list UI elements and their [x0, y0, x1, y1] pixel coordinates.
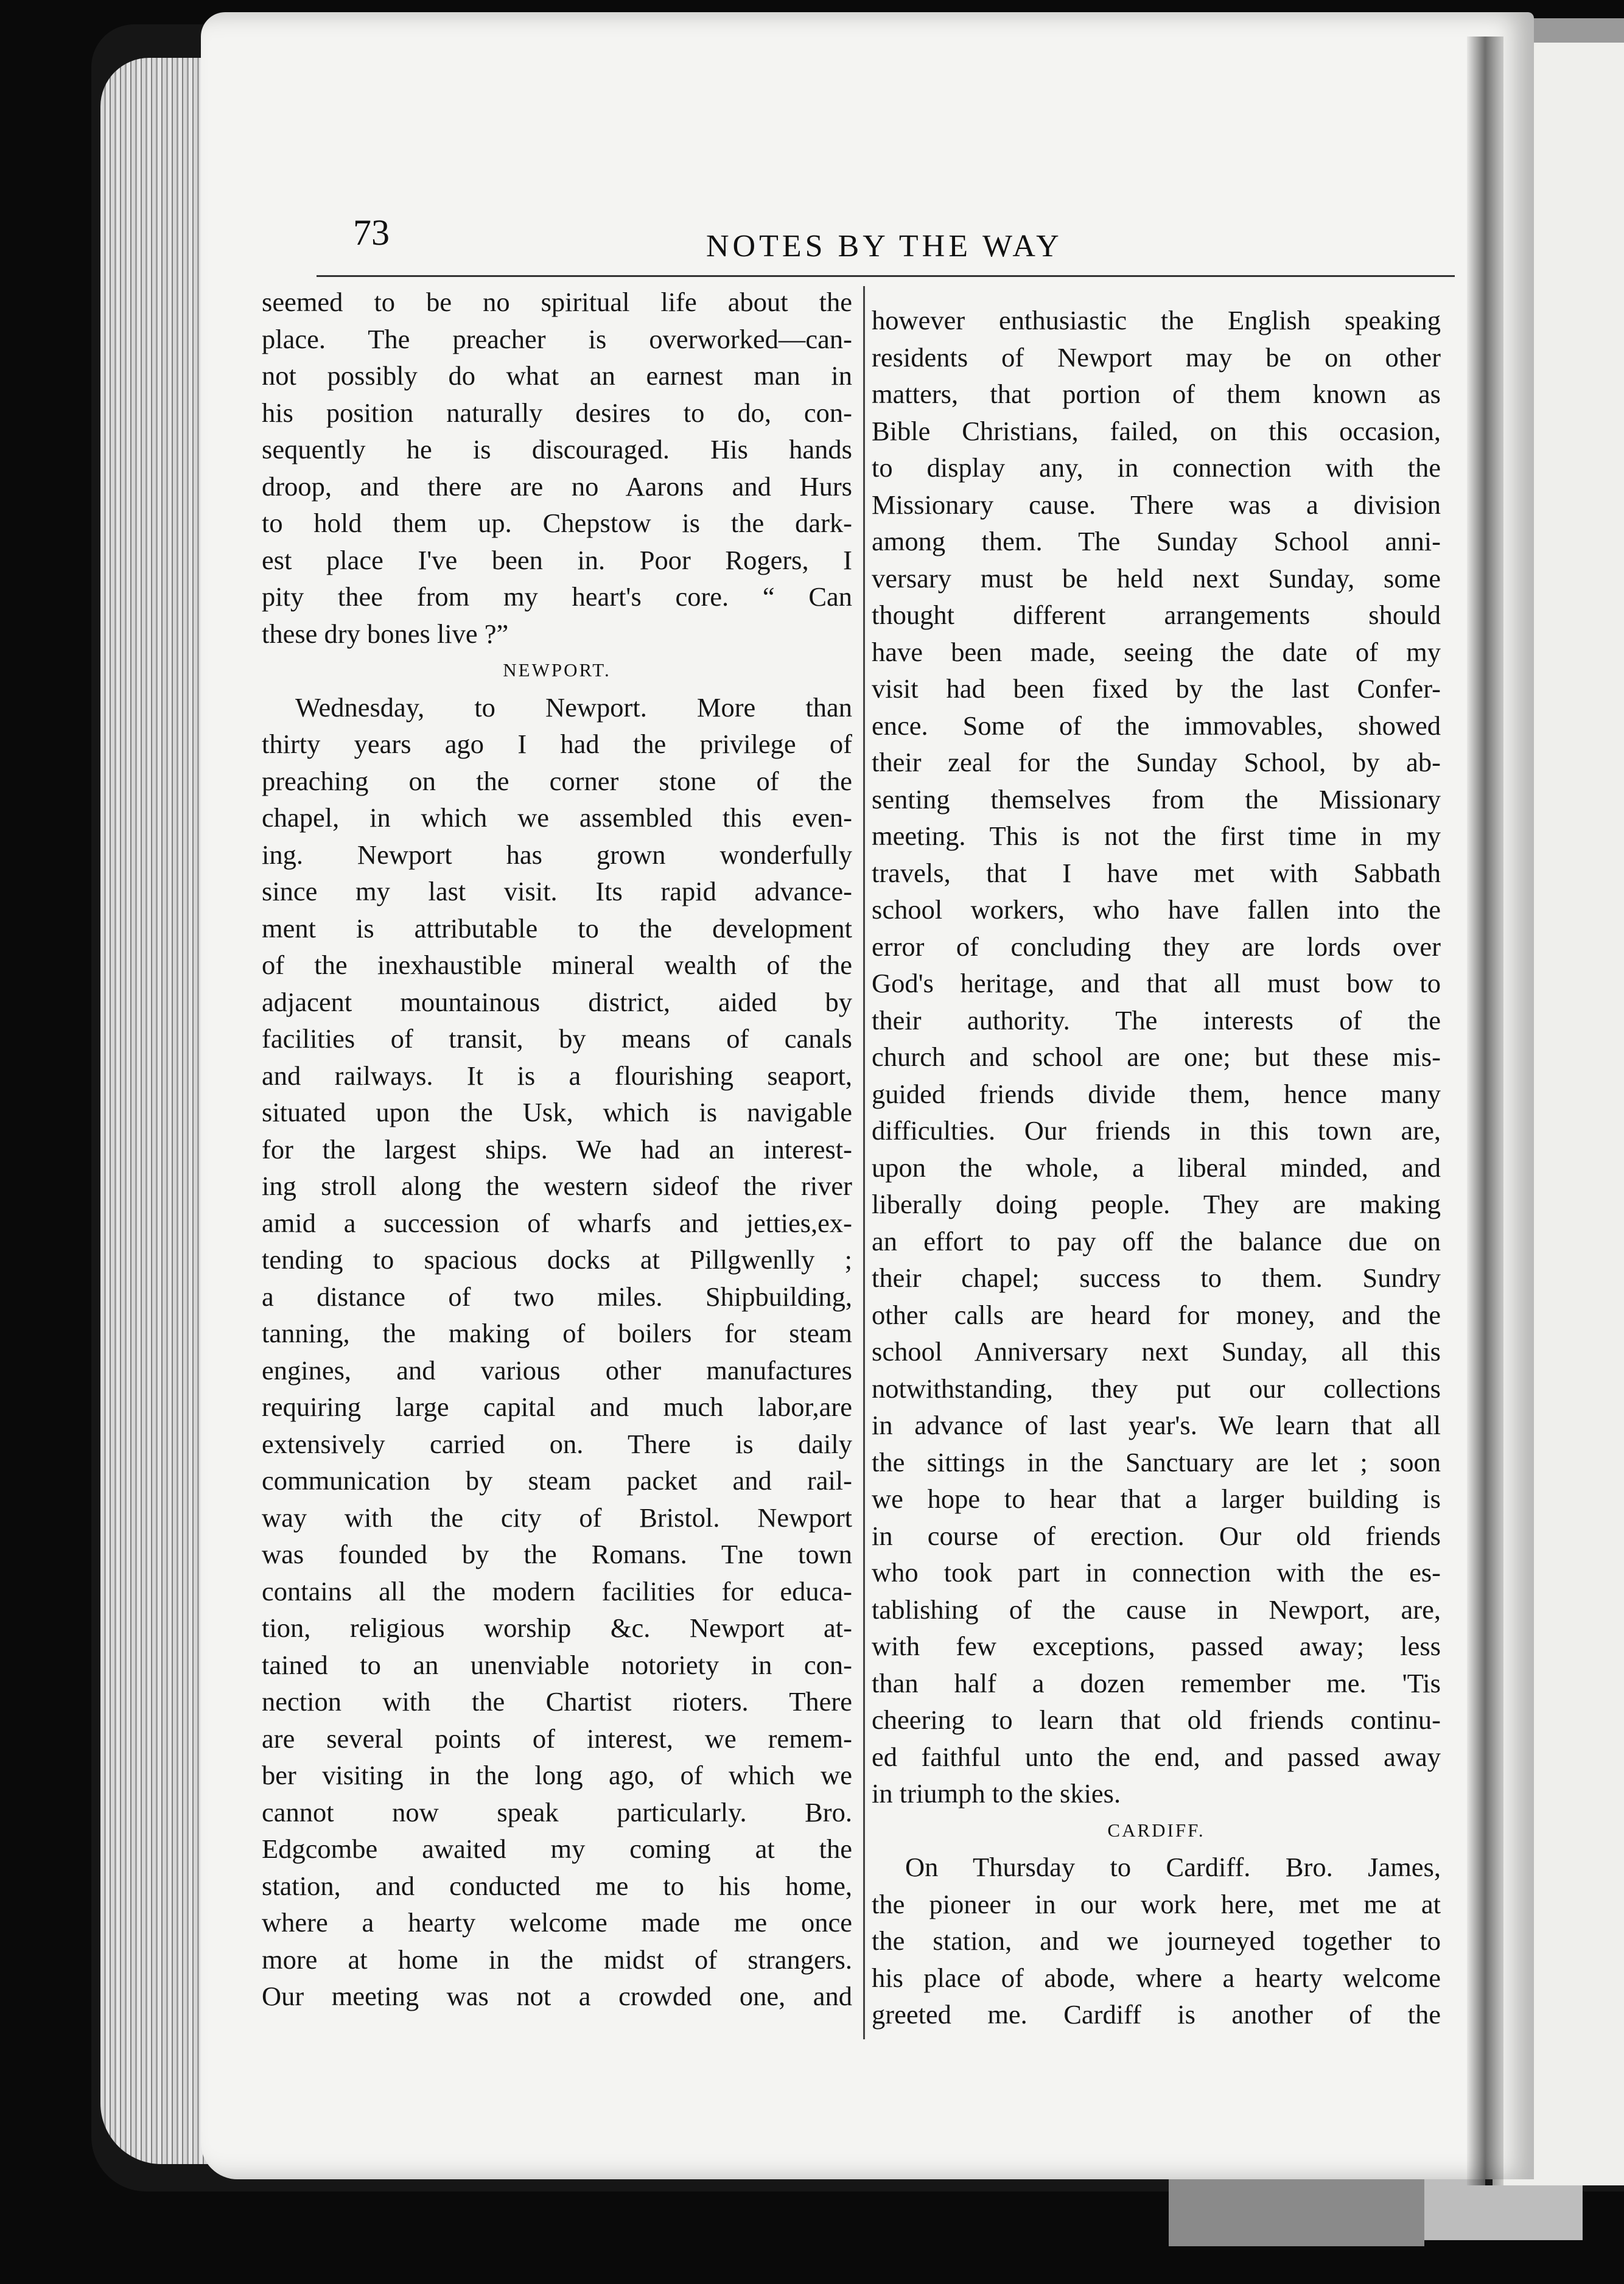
text-line: matters, that portion of them known as: [872, 379, 1441, 409]
text-line: adjacent mountainous district, aided by: [262, 986, 852, 1017]
text-line: upon the whole, a liberal minded, and: [872, 1152, 1441, 1183]
header-rule: [317, 275, 1455, 277]
text-line: have been made, seeing the date of my: [872, 636, 1441, 667]
text-line: cannot now speak particularly. Bro.: [262, 1796, 852, 1827]
text-line: the sittings in the Sanctuary are let ; soon: [872, 1446, 1441, 1477]
text-line: facilities of transit, by means of canals: [262, 1023, 852, 1054]
text-line: thought different arrangements should: [872, 600, 1441, 630]
text-line: among them. The Sunday School anni-: [872, 526, 1441, 556]
text-line: with few exceptions, passed away; less: [872, 1631, 1441, 1661]
text-line: On Thursday to Cardiff. Bro. James,: [905, 1852, 1441, 1882]
text-line: these dry bones live ?”: [262, 618, 509, 649]
text-line: liberally doing people. They are making: [872, 1189, 1441, 1219]
text-line: place. The preacher is overworked—can-: [262, 323, 852, 354]
text-line: ing. Newport has grown wonderfully: [262, 839, 852, 870]
text-line: where a hearty welcome made me once: [262, 1907, 852, 1938]
text-line: was founded by the Romans. Tne town: [262, 1539, 852, 1569]
text-line: nection with the Chartist rioters. There: [262, 1686, 852, 1717]
text-line: visit had been fixed by the last Confer-: [872, 673, 1441, 704]
text-line: church and school are one; but these mis-: [872, 1042, 1441, 1072]
text-line: est place I've been in. Poor Rogers, I: [262, 544, 852, 575]
text-line: travels, that I have met with Sabbath: [872, 857, 1441, 888]
text-line: in triumph to the skies.: [872, 1778, 1121, 1809]
running-title: NOTES BY THE WAY: [706, 229, 1063, 264]
text-line: thirty years ago I had the privilege of: [262, 729, 852, 759]
text-line: Missionary cause. There was a division: [872, 489, 1441, 520]
section-heading: CARDIFF.: [1107, 1819, 1205, 1841]
column-rule: [863, 286, 865, 2039]
text-line: Wednesday, to Newport. More than: [295, 692, 852, 723]
text-line: station, and conducted me to his home,: [262, 1870, 852, 1901]
page-number: 73: [353, 212, 390, 253]
text-line: tanning, the making of boilers for steam: [262, 1318, 852, 1348]
text-line: more at home in the midst of strangers.: [262, 1944, 852, 1975]
text-line: school workers, who have fallen into the: [872, 894, 1441, 925]
text-line: seemed to be no spiritual life about the: [262, 287, 852, 317]
text-line: since my last visit. Its rapid advance-: [262, 876, 852, 906]
text-line: droop, and there are no Aarons and Hurs: [262, 471, 852, 502]
text-line: error of concluding they are lords over: [872, 931, 1441, 962]
text-line: his place of abode, where a hearty welcome: [872, 1962, 1441, 1993]
text-line: sequently he is discouraged. His hands: [262, 434, 852, 464]
text-line: tablishing of the cause in Newport, are,: [872, 1594, 1441, 1625]
text-line: Bible Christians, failed, on this occasion,: [872, 415, 1441, 446]
text-line: ber visiting in the long ago, of which we: [262, 1760, 852, 1790]
text-line: an effort to pay off the balance due on: [872, 1225, 1441, 1256]
text-line: who took part in connection with the es-: [872, 1557, 1441, 1588]
text-line: tained to an unenviable notoriety in con-: [262, 1649, 852, 1680]
text-line: in advance of last year's. We learn that all: [872, 1410, 1441, 1440]
text-line: tending to spacious docks at Pillgwenlly ;: [262, 1244, 852, 1275]
text-line: chapel, in which we assembled this even-: [262, 802, 852, 833]
text-line: the pioneer in our work here, met me at: [872, 1888, 1441, 1919]
text-line: amid a succession of wharfs and jetties,ex-: [262, 1207, 852, 1238]
text-line: his position naturally desires to do, con-: [262, 397, 852, 428]
text-line: notwithstanding, they put our collections: [872, 1373, 1441, 1404]
text-line: tion, religious worship &c. Newport at-: [262, 1613, 852, 1643]
text-line: pity thee from my heart's core. “ Can: [262, 581, 852, 612]
text-line: Edgcombe awaited my coming at the: [262, 1834, 852, 1864]
text-line: to display any, in connection with the: [872, 452, 1441, 483]
text-line: residents of Newport may be on other: [872, 342, 1441, 373]
text-line: guided friends divide them, hence many: [872, 1078, 1441, 1109]
text-line: meeting. This is not the first time in my: [872, 821, 1441, 851]
text-line: way with the city of Bristol. Newport: [262, 1502, 852, 1533]
text-line: greeted me. Cardiff is another of the: [872, 1999, 1441, 2030]
text-line: school Anniversary next Sunday, all this: [872, 1336, 1441, 1367]
text-line: ment is attributable to the development: [262, 913, 852, 944]
text-line: difficulties. Our friends in this town are,: [872, 1115, 1441, 1146]
text-line: preaching on the corner stone of the: [262, 765, 852, 796]
text-line: than half a dozen remember me. 'Tis: [872, 1667, 1441, 1698]
text-line: requiring large capital and much labor,are: [262, 1392, 852, 1422]
text-line: are several points of interest, we remem-: [262, 1723, 852, 1754]
section-heading: NEWPORT.: [503, 659, 611, 681]
text-line: for the largest ships. We had an interest-: [262, 1133, 852, 1165]
text-line: and railways. It is a flourishing seaport,: [262, 1060, 852, 1091]
text-line: the station, and we journeyed together to: [872, 1925, 1441, 1956]
spine-shadow: [1467, 37, 1503, 2185]
text-line: situated upon the Usk, which is navigable: [262, 1097, 852, 1127]
text-line: senting themselves from the Missionary: [872, 783, 1441, 814]
text-line: Our meeting was not a crowded one, and: [262, 1981, 852, 2011]
right-text-column: [872, 302, 1441, 2033]
text-line: cheering to learn that old friends continu-: [872, 1704, 1441, 1735]
text-line: however enthusiastic the English speaking: [872, 305, 1441, 335]
text-line: to hold them up. Chepstow is the dark-: [262, 508, 852, 538]
text-line: versary must be held next Sunday, some: [872, 562, 1441, 594]
text-line: their chapel; success to them. Sundry: [872, 1263, 1441, 1293]
text-line: in course of erection. Our old friends: [872, 1520, 1441, 1551]
text-line: contains all the modern facilities for educa-: [262, 1575, 852, 1606]
text-line: engines, and various other manufactures: [262, 1354, 852, 1385]
text-line: ed faithful unto the end, and passed away: [872, 1741, 1441, 1772]
text-line: extensively carried on. There is daily: [262, 1428, 852, 1459]
left-text-column: [262, 284, 852, 2015]
text-line: a distance of two miles. Shipbuilding,: [262, 1281, 852, 1312]
text-line: their authority. The interests of the: [872, 1004, 1441, 1035]
text-line: ing stroll along the western sideof the river: [262, 1171, 852, 1201]
text-line: God's heritage, and that all must bow to: [872, 968, 1441, 998]
text-line: we hope to hear that a larger building is: [872, 1484, 1441, 1514]
text-line: of the inexhaustible mineral wealth of the: [262, 950, 852, 980]
text-line: their zeal for the Sunday School, by ab-: [872, 747, 1441, 777]
text-line: communication by steam packet and rail-: [262, 1465, 852, 1496]
text-line: ence. Some of the immovables, showed: [872, 710, 1441, 741]
text-line: other calls are heard for money, and the: [872, 1299, 1441, 1330]
text-line: not possibly do what an earnest man in: [262, 360, 852, 391]
